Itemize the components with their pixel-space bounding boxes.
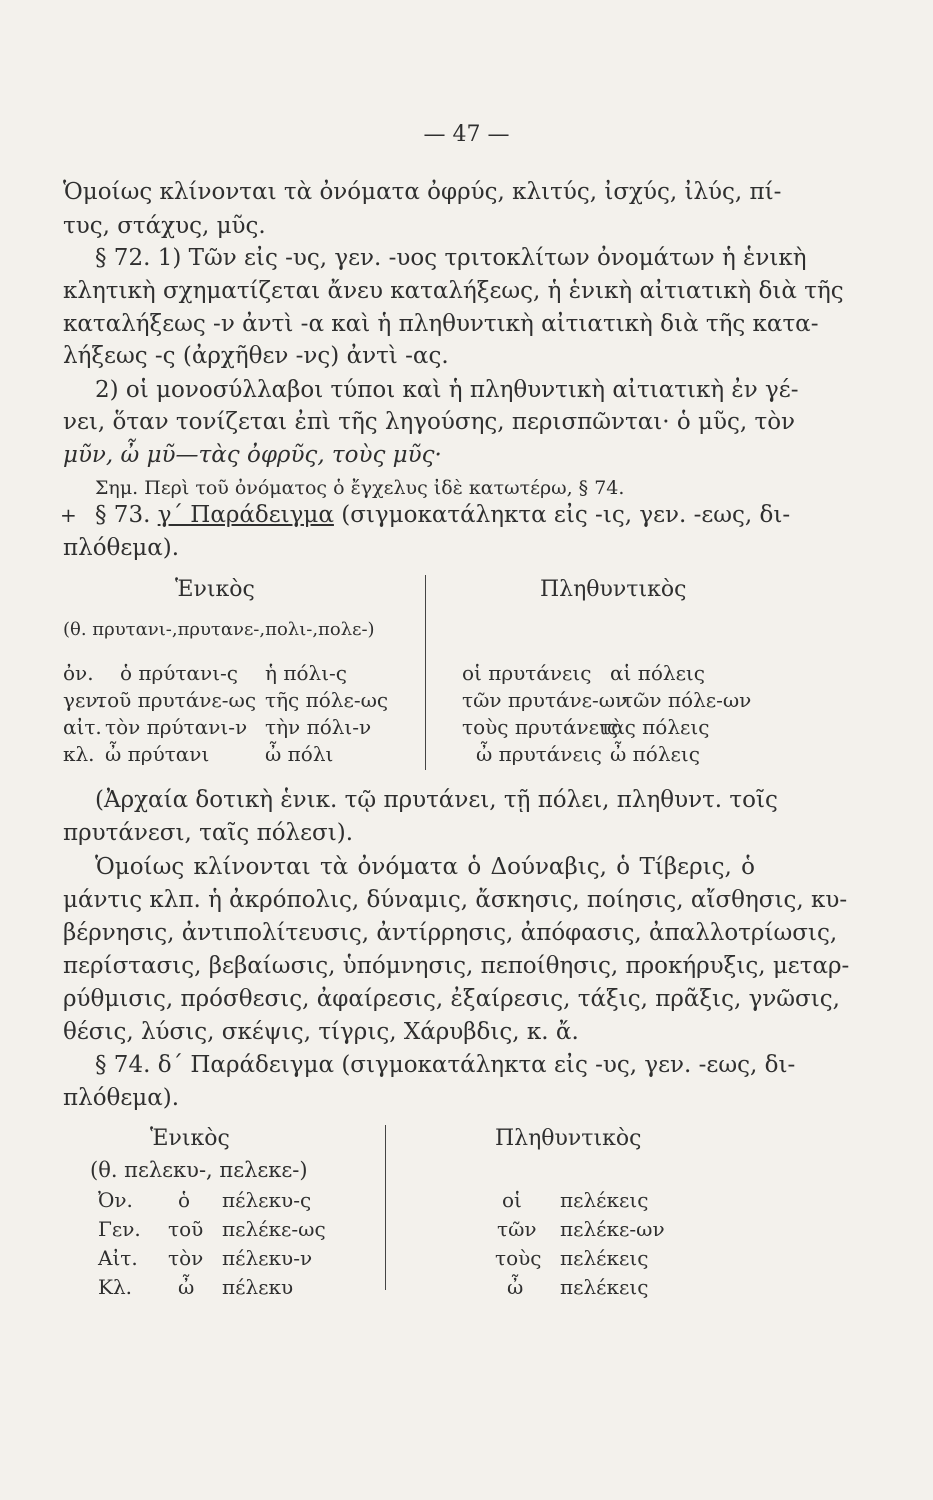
sec73-number: § 73. <box>95 502 158 528</box>
table1-row-plur1: τοὺς πρυτάνεις <box>462 715 619 739</box>
table1-row-case: ὀν. <box>63 661 94 685</box>
table2-row-article: τὸν <box>168 1246 204 1270</box>
table2-plural-header: Πληθυντικὸς <box>495 1126 642 1151</box>
table2-row-case: Αἰτ. <box>98 1246 138 1270</box>
table2-row-plural-form: πελέκε-ων <box>560 1217 665 1241</box>
table2-row-plural-form: πελέκεις <box>560 1275 649 1299</box>
table1-row-case: αἰτ. <box>63 715 102 739</box>
table1-row-plur1: ὦ πρυτάνεις <box>476 742 602 766</box>
table1-row-case: γεν. <box>63 688 104 712</box>
para1-line2: τυς, στάχυς, μῦς. <box>63 213 266 239</box>
table2-row-case: Ὀν. <box>98 1188 133 1212</box>
table2-row-article: ὁ <box>178 1188 191 1212</box>
table2-row-plural-article: τῶν <box>497 1217 537 1241</box>
margin-mark: + <box>60 503 77 527</box>
sec73-line1 <box>95 500 791 530</box>
table1-row-case: κλ. <box>63 742 95 766</box>
table2-row-form: πέλεκυ-ς <box>222 1188 312 1212</box>
table1-row-sing1: τοῦ πρυτάνε-ως <box>96 688 257 712</box>
table1-row-plur2: τὰς πόλεις <box>600 715 710 739</box>
para1-line1: Ὁμοίως κλίνονται τὰ ὀνόματα ὀφρύς, κλιτύς, ἰσχύς, ἰλύς, πί- <box>63 179 782 205</box>
table2-row-form: πέλεκυ <box>222 1275 294 1299</box>
sec73-title: γ΄ Παράδειγμα <box>157 502 334 528</box>
similar-list-line2: μάντις κλπ. ἡ ἀκρόπολις, δύναμις, ἄσκησις, ποίησις, αἴσθησις, κυ- <box>63 887 848 913</box>
table1-row-plur2: αἱ πόλεις <box>610 661 705 685</box>
table1-row-sing1: τὸν πρύτανι-ν <box>105 715 248 739</box>
sec73-subtitle: (σιγμοκατάληκτα εἰς -ις, γεν. -εως, δι- <box>333 502 791 528</box>
table1-divider <box>425 575 426 770</box>
table1-plural-header: Πληθυντικὸς <box>540 577 687 602</box>
similar-list-line5: ρύθμισις, πρόσθεσις, ἀφαίρεσις, ἐξαίρεσις, τάξις, πρᾶξις, γνῶσις, <box>63 986 840 1012</box>
table2-divider <box>385 1125 386 1290</box>
table1-row-sing2: ἡ πόλι-ς <box>265 661 348 685</box>
table2-row-article: ὦ <box>178 1275 195 1299</box>
sec72-line3: καταλήξεως -ν ἀντὶ -α καὶ ἡ πληθυντικὴ αἰτιατικὴ διὰ τῆς κατα- <box>63 311 819 337</box>
table1-row-sing2: τὴν πόλι-ν <box>265 715 372 739</box>
sec72-note: Σημ. Περὶ τοῦ ὀνόματος ὁ ἔγχελυς ἰδὲ κατωτέρω, § 74. <box>95 477 625 499</box>
table1-row-plur2: ὦ πόλεις <box>610 742 700 766</box>
table1-row-plur1: τῶν πρυτάνε-ων <box>462 688 628 712</box>
sec72-line1: § 72. 1) Τῶν εἰς -υς, γεν. -υος τριτοκλίτων ὀνομάτων ἡ ἑνικὴ <box>95 245 807 271</box>
sec72-line6: νει, ὅταν τονίζεται ἐπὶ τῆς ληγούσης, περισπῶνται· ὁ μῦς, τὸν <box>63 409 796 435</box>
sec72-line4: λήξεως -ς (ἀρχῆθεν -νς) ἀντὶ -ας. <box>63 343 449 369</box>
sec72-line7: μῦν, ὦ μῦ—τὰς ὀφρῦς, τοὺς μῦς· <box>63 442 442 468</box>
page-number: — 47 — <box>423 122 510 147</box>
similar-list-line6: θέσις, λύσις, σκέψις, τίγρις, Χάρυβδις, κ. ἄ. <box>63 1019 579 1045</box>
dative-note-line1: (Ἀρχαία δοτικὴ ἑνικ. τῷ πρυτάνει, τῇ πόλει, πληθυντ. τοῖς <box>95 787 778 813</box>
sec73-line2: πλόθεμα). <box>63 535 180 561</box>
table2-row-form: πελέκε-ως <box>222 1217 326 1241</box>
table2-row-form: πέλεκυ-ν <box>222 1246 313 1270</box>
table1-row-plur2: τῶν πόλε-ων <box>622 688 752 712</box>
sec72-line5: 2) οἱ μονοσύλλαβοι τύποι καὶ ἡ πληθυντικὴ αἰτιατικὴ ἐν γέ- <box>95 377 799 403</box>
table2-row-case: Γεν. <box>98 1217 141 1241</box>
similar-list-line3: βέρνησις, ἀντιπολίτευσις, ἀντίρρησις, ἀπόφασις, ἀπαλλοτρίωσις, <box>63 920 838 946</box>
table1-stems: (θ. πρυτανι-,πρυτανε-,πολι-,πολε-) <box>63 619 375 640</box>
table2-row-plural-article: οἱ <box>502 1188 522 1212</box>
table1-row-plur1: οἱ πρυτάνεις <box>462 661 592 685</box>
table1-row-sing2: ὦ πόλι <box>265 742 334 766</box>
table2-row-plural-form: πελέκεις <box>560 1246 649 1270</box>
table2-row-plural-article: τοὺς <box>495 1246 542 1270</box>
table2-row-plural-form: πελέκεις <box>560 1188 649 1212</box>
dative-note-line2: πρυτάνεσι, ταῖς πόλεσι). <box>63 820 354 846</box>
table1-row-sing1: ὁ πρύτανι-ς <box>120 661 238 685</box>
sec74-line1: § 74. δ΄ Παράδειγμα (σιγμοκατάληκτα εἰς -υς, γεν. -εως, δι- <box>95 1052 796 1078</box>
table2-singular-header: Ἑνικὸς <box>150 1126 230 1151</box>
table1-row-sing1: ὦ πρύτανι <box>105 742 210 766</box>
table2-row-case: Κλ. <box>98 1275 132 1299</box>
sec74-line2: πλόθεμα). <box>63 1085 180 1111</box>
table2-row-plural-article: ὦ <box>507 1275 524 1299</box>
sec72-line2: κλητικὴ σχηματίζεται ἄνευ καταλήξεως, ἡ ἑνικὴ αἰτιατικὴ διὰ τῆς <box>63 278 844 304</box>
similar-list-line4: περίστασις, βεβαίωσις, ὑπόμνησις, πεποίθησις, προκήρυξις, μεταρ- <box>63 953 850 979</box>
similar-list-line1: Ὁμοίως κλίνονται τὰ ὀνόματα ὁ Δούναβις, ὁ Τίβερις, ὁ <box>95 854 755 880</box>
table1-row-sing2: τῆς πόλε-ως <box>265 688 389 712</box>
table2-row-article: τοῦ <box>168 1217 204 1241</box>
table1-singular-header: Ἑνικὸς <box>175 577 255 602</box>
table2-stems: (θ. πελεκυ-, πελεκε-) <box>90 1158 308 1182</box>
